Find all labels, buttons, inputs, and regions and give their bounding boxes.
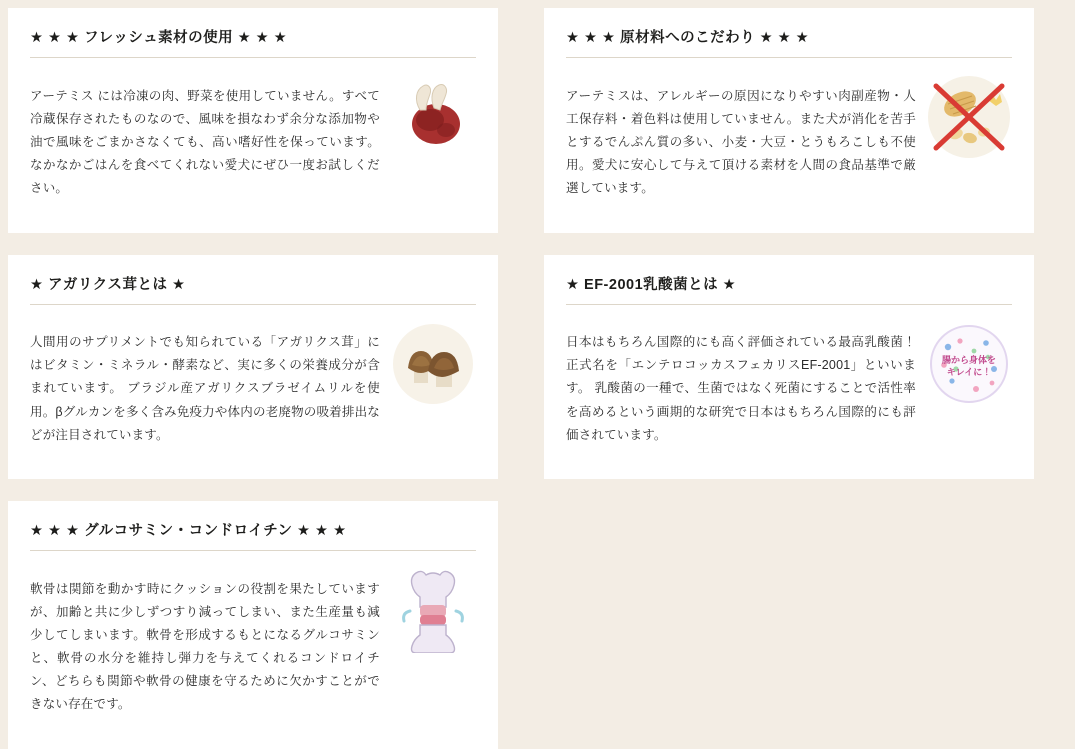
card-title: ★ EF-2001乳酸菌とは ★ (566, 273, 1012, 305)
raw-meat-icon (390, 74, 476, 160)
card-body (30, 319, 476, 460)
card-title: ★ ★ ★ フレッシュ素材の使用 ★ ★ ★ (30, 26, 476, 58)
card-glucosamine-chondroitin (8, 501, 498, 749)
left-column (8, 8, 498, 749)
card-fresh-materials (8, 8, 498, 233)
card-text: アーテミスは、アレルギーの原因になりやすい肉副産物・人工保存料・着色料は使用していません。また犬が消化を苦手とするでんぷん質の多い、小麦・大豆・とうもろこしも不使用。愛犬に安心して与えて頂ける素材を人間の食品基準で厳選しています。 (566, 88, 916, 195)
card-text: 人間用のサプリメントでも知られている「アガリクス茸」にはビタミン・ミネラル・酵素など、実に多くの栄養成分が含まれています。 ブラジル産アガリクスブラゼイムリルを使用。βグルカンを多く含み免疫力や体内の老廃物の吸着排出などが注目されています。 (30, 335, 380, 442)
card-text: 軟骨は関節を動かす時にクッションの役割を果たしていますが、加齢と共に少しずつすり減ってしまい、また生産量も減少してしまいます。軟骨を形成するもとになるグルコサミンと、軟骨の水分を維持し弾力を与えてくれるコンドロイチン、どちらも関節や軟骨の健康を守るために欠かすことができない存在です。 (30, 581, 380, 712)
card-title: ★ ★ ★ 原材料へのこだわり ★ ★ ★ (566, 26, 1012, 58)
right-column (544, 8, 1034, 479)
card-agaricus-mushroom (8, 255, 498, 480)
card-text: アーテミス には冷凍の肉、野菜を使用していません。すべて冷蔵保存されたものなので、風味を損なわず余分な添加物や油で風味をごまかさなくても、高い嗜好性を保っています。なかなかごはんを食べてくれない愛犬にぜひ一度お試しください。 (30, 88, 380, 195)
svg-text:腸から身体を: 腸から身体を (941, 354, 997, 365)
card-title: ★ アガリクス茸とは ★ (30, 273, 476, 305)
card-body (30, 565, 476, 729)
no-grain-icon (926, 74, 1012, 160)
card-body (566, 319, 1012, 460)
card-title: ★ ★ ★ グルコサミン・コンドロイチン ★ ★ ★ (30, 519, 476, 551)
card-body (566, 72, 1012, 213)
svg-text:キレイに！: キレイに！ (946, 366, 992, 377)
card-ef-2001 (544, 255, 1034, 480)
card-body (30, 72, 476, 213)
cards-columns (8, 8, 1067, 749)
bacteria-badge-icon (926, 321, 1012, 407)
mushroom-icon (390, 321, 476, 407)
card-raw-material-commitment (544, 8, 1034, 233)
card-text: 日本はもちろん国際的にも高く評価されている最高乳酸菌！ 正式名を「エンテロコッカスフェカリスEF-2001」といいます。 乳酸菌の一種で、生菌ではなく死菌にすることで活性率を高めるという画期的な研究で日本はもちろん国際的にも評価されています。 (566, 335, 916, 442)
joint-bone-icon (390, 567, 476, 653)
